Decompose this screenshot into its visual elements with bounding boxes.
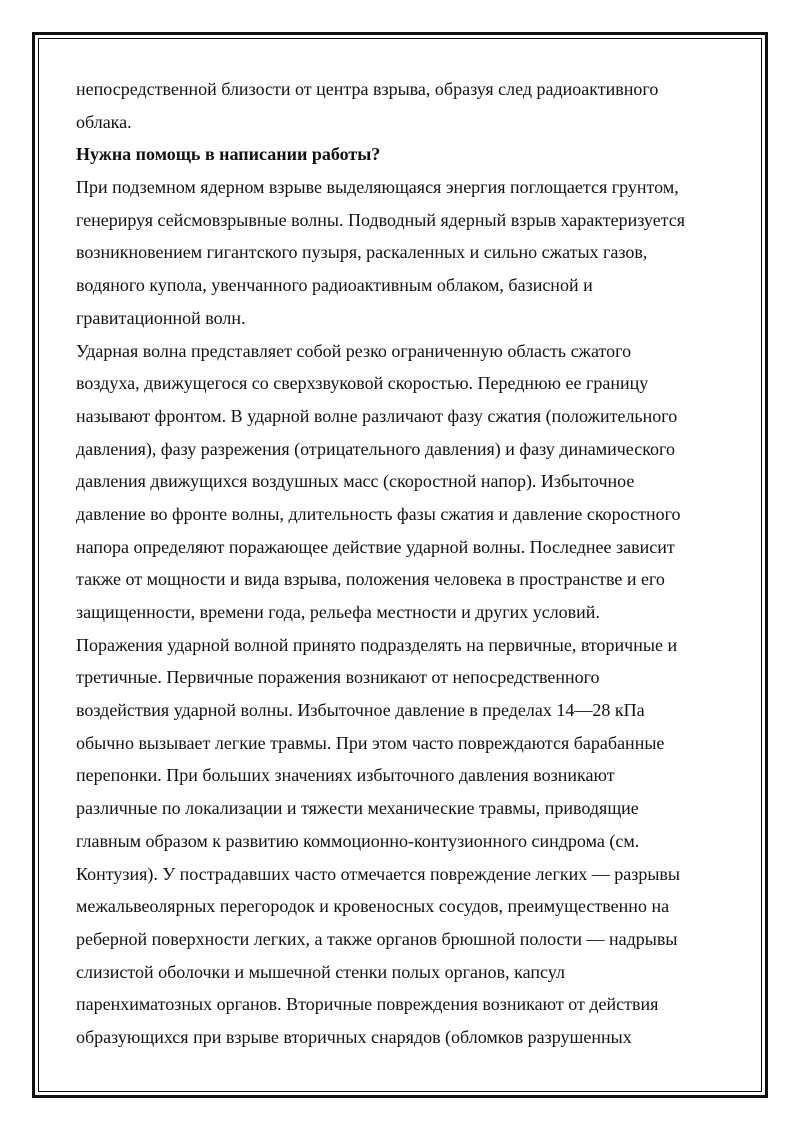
- text-line: непосредственной близости от центра взрыва, образуя след радиоактивного: [76, 79, 659, 99]
- text-line: воздуха, движущегося со сверхзвуковой скоростью. Переднюю ее границу: [76, 373, 649, 394]
- text-line: возникновением гигантского пузыря, раскаленных и сильно сжатых газов,: [76, 242, 648, 263]
- text-line: различные по локализации и тяжести механические травмы, приводящие: [76, 798, 639, 819]
- text-line: обычно вызывает легкие травмы. При этом часто повреждаются барабанные: [76, 732, 665, 753]
- text-line: паренхиматозных органов. Вторичные повреждения возникают от действия: [76, 994, 659, 1015]
- text-line: водяного купола, увенчанного радиоактивным облаком, базисной и: [76, 275, 593, 296]
- text-line: При подземном ядерном взрыве выделяющаяся энергия поглощается грунтом,: [76, 177, 679, 198]
- text-line: третичные. Первичные поражения возникают от непосредственного: [76, 667, 600, 688]
- text-line: напора определяют поражающее действие ударной волны. Последнее зависит: [76, 536, 675, 557]
- document-body: [76, 73, 736, 1054]
- text-line: перепонки. При больших значениях избыточного давления возникают: [76, 765, 615, 786]
- text-line: давления движущихся воздушных масс (скоростной напор). Избыточное: [76, 471, 635, 492]
- help-heading-link[interactable]: Нужна помощь в написании работы?: [76, 144, 381, 165]
- text-line: Поражения ударной волной принято подразделять на первичные, вторичные и: [76, 634, 678, 655]
- text-line: главным образом к развитию коммоционно-контузионного синдрома (см.: [76, 830, 640, 851]
- text-line: также от мощности и вида взрыва, положения человека в пространстве и его: [76, 569, 665, 590]
- text-line: гравитационной волн.: [76, 307, 246, 328]
- text-line: Ударная волна представляет собой резко ограниченную область сжатого: [76, 340, 632, 361]
- text-line: давление во фронте волны, длительность фазы сжатия и давление скоростного: [76, 503, 681, 524]
- text-line: давления), фазу разрежения (отрицательного давления) и фазу динамического: [76, 438, 675, 459]
- text-line: называют фронтом. В ударной волне различают фазу сжатия (положительного: [76, 405, 678, 426]
- text-line: межальвеолярных перегородок и кровеносных сосудов, преимущественно на: [76, 896, 670, 917]
- text-line: защищенности, времени года, рельефа местности и других условий.: [76, 602, 600, 622]
- text-line: генерируя сейсмовзрывные волны. Подводный ядерный взрыв характеризуется: [76, 209, 686, 230]
- text-line: образующихся при взрыве вторичных снарядов (обломков разрушенных: [76, 1026, 632, 1047]
- text-line: воздействия ударной волны. Избыточное давление в пределах 14—28 кПа: [76, 700, 645, 721]
- text-line: слизистой оболочки и мышечной стенки полых органов, капсул: [76, 961, 565, 982]
- text-line: реберной поверхности легких, а также органов брюшной полости — надрывы: [76, 928, 678, 949]
- text-line: Контузия). У пострадавших часто отмечается повреждение легких — разрывы: [76, 863, 681, 884]
- text-line: облака.: [76, 111, 132, 132]
